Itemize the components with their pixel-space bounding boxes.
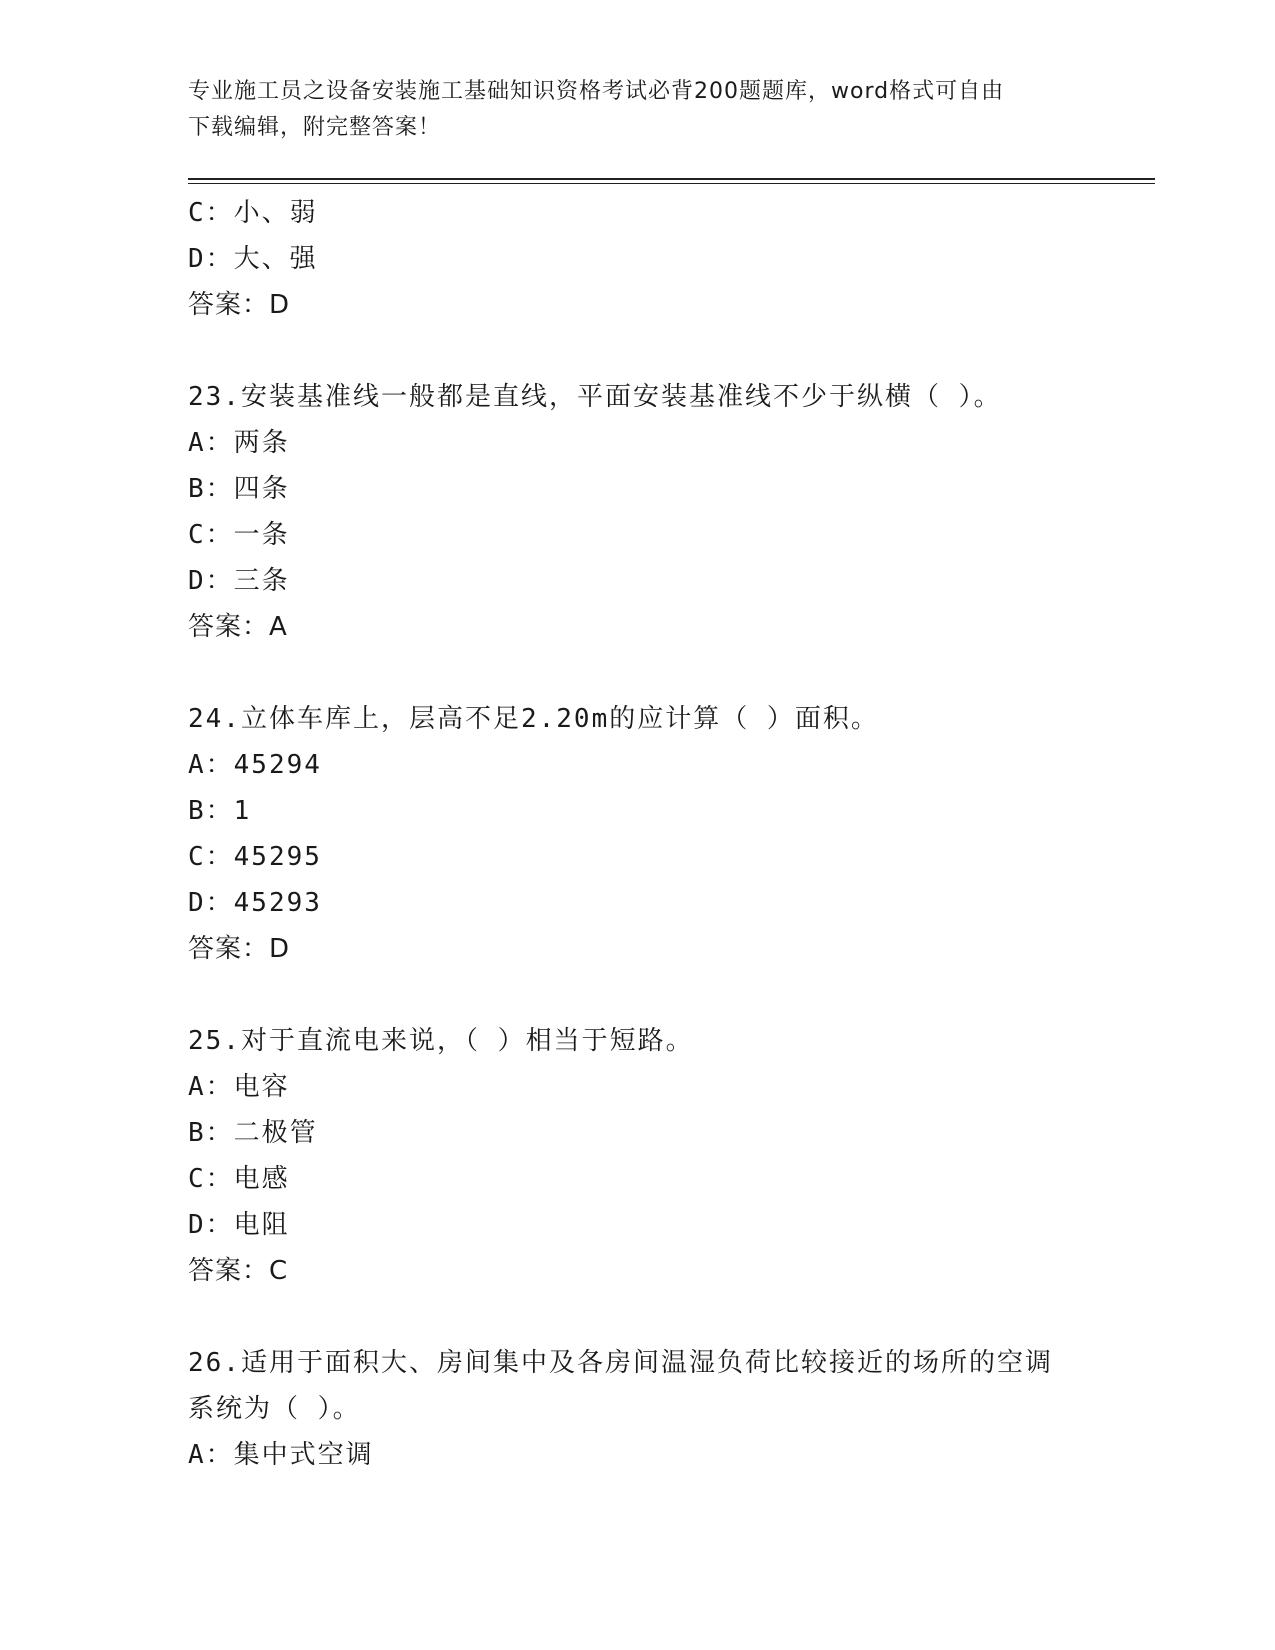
question-text: 24.立体车库上，层高不足2.20m的应计算（ ）面积。 [188,704,879,734]
option-a: A：集中式空调 [188,1440,374,1470]
answer-text: 答案：D [188,290,291,320]
question-text: 23.安装基准线一般都是直线，平面安装基准线不少于纵横（ ）。 [188,382,1002,412]
option-c: C：一条 [188,520,290,550]
option-d: D：45293 [188,888,322,918]
header-divider [188,178,1155,184]
option-d: D：三条 [188,566,290,596]
option-c: C：小、弱 [188,198,318,228]
option-b: B：二极管 [188,1118,318,1148]
question-text: 25.对于直流电来说，（ ）相当于短路。 [188,1026,694,1056]
question-text-line1: 26.适用于面积大、房间集中及各房间温湿负荷比较接近的场所的空调 [188,1348,1053,1378]
option-d: D：大、强 [188,244,318,274]
option-a: A：电容 [188,1072,290,1102]
answer-text: 答案：A [188,612,288,642]
question-26 [188,1340,1088,1478]
header-title-line2: 下载编辑，附完整答案！ [188,115,442,140]
spacer [188,650,1088,696]
spacer [188,972,1088,1018]
spacer [188,1294,1088,1340]
option-a: A：45294 [188,750,322,780]
option-c: C：电感 [188,1164,290,1194]
spacer [188,328,1088,374]
question-24 [188,696,1088,972]
option-c: C：45295 [188,842,322,872]
header-title-line1: 专业施工员之设备安装施工基础知识资格考试必背200题题库，word格式可自由 [188,79,1005,104]
document-header [188,74,1068,146]
answer-text: 答案：C [188,1256,289,1286]
option-b: B：四条 [188,474,290,504]
question-text-line2: 系统为（ ）。 [188,1394,361,1424]
question-list [188,190,1088,1478]
answer-text: 答案：D [188,934,291,964]
question-25 [188,1018,1088,1294]
question-23 [188,374,1088,650]
question-22-tail [188,190,1088,328]
option-b: B：1 [188,796,252,826]
option-d: D：电阻 [188,1210,290,1240]
option-a: A：两条 [188,428,290,458]
